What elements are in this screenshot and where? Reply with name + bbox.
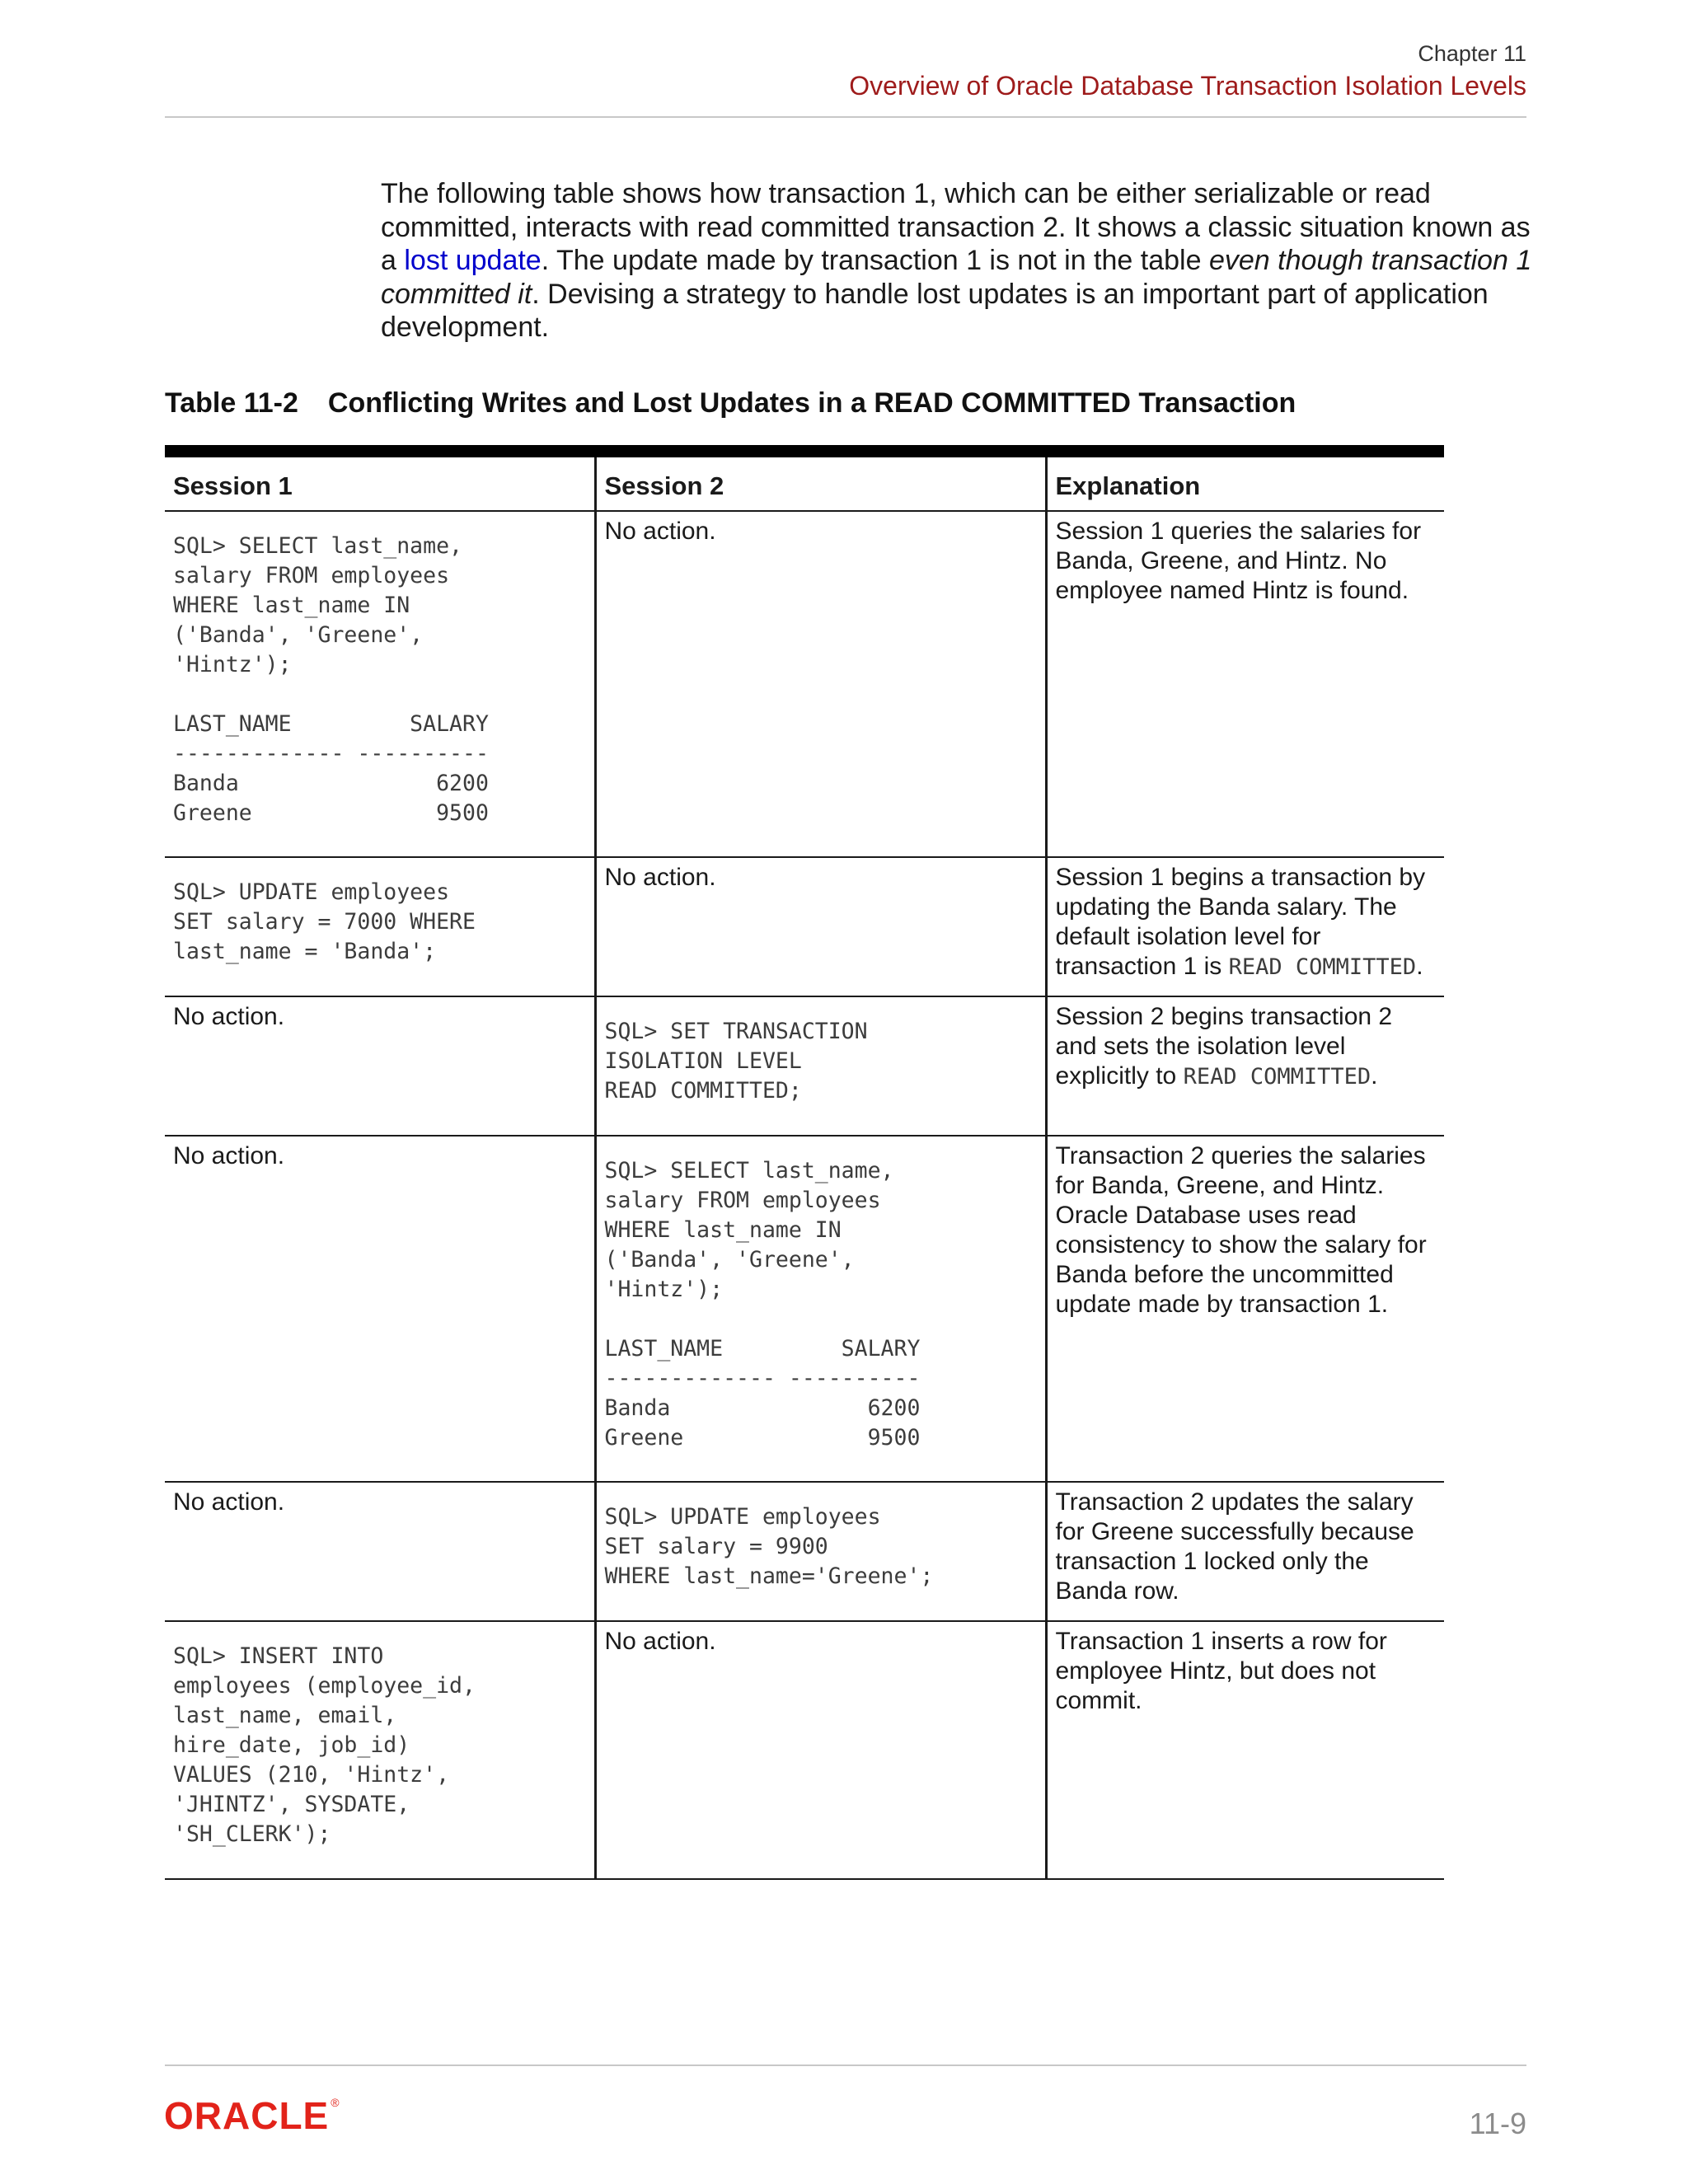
intro-paragraph bbox=[381, 177, 1535, 344]
session-1-cell bbox=[165, 1621, 595, 1879]
session-2-cell: No action. bbox=[595, 857, 1046, 996]
table-row bbox=[165, 1136, 1444, 1482]
table-caption-number: Table 11-2 bbox=[165, 387, 298, 419]
sql-code: SQL> UPDATE employees SET salary = 9900 WHERE last_name='Greene'; bbox=[604, 1504, 934, 1589]
explanation-cell: Transaction 2 updates the salary for Greene successfully because transaction 1 locked only the Banda row. bbox=[1046, 1482, 1444, 1621]
explanation-text: Session 2 begins transaction 2 and sets the isolation level explicitly to bbox=[1055, 1003, 1393, 1090]
session-2-cell bbox=[595, 1482, 1046, 1621]
table-row bbox=[165, 857, 1444, 996]
sql-code: SQL> SELECT last_name, salary FROM employees WHERE last_name IN ('Banda', 'Greene', 'Hintz'); LAST_NAME SALARY ------------- ---------- Banda 6200 Greene 9500 bbox=[604, 1158, 921, 1451]
isolation-level-code: READ COMMITTED bbox=[1228, 954, 1417, 980]
table-top-bar bbox=[165, 445, 1444, 457]
intro-text-3: . Devising a strategy to handle lost updates is an important part of application development. bbox=[381, 278, 1489, 343]
explanation-cell: Transaction 2 queries the salaries for Banda, Greene, and Hintz. Oracle Database uses read consistency to show the salary for Banda before the uncommitted update made by transaction 1. bbox=[1046, 1136, 1444, 1482]
lost-update-table bbox=[165, 457, 1444, 1880]
session-2-cell: No action. bbox=[595, 511, 1046, 857]
explanation-cell bbox=[1046, 857, 1444, 996]
table-caption-title: Conflicting Writes and Lost Updates in a READ COMMITTED Transaction bbox=[327, 387, 1296, 419]
sql-code: SQL> UPDATE employees SET salary = 7000 WHERE last_name = 'Banda'; bbox=[173, 879, 476, 964]
sql-code: SQL> INSERT INTO employees (employee_id, last_name, email, hire_date, job_id) VALUES (210, 'Hintz', 'JHINTZ', SYSDATE, 'SH_CLERK'); bbox=[173, 1643, 476, 1847]
header-session-1: Session 1 bbox=[165, 457, 595, 511]
lost-update-link[interactable]: lost update bbox=[404, 245, 542, 276]
intro-text-2: . The update made by transaction 1 is not in the table bbox=[541, 245, 1209, 276]
session-2-cell bbox=[595, 996, 1046, 1136]
table-row bbox=[165, 996, 1444, 1136]
page-number: 11-9 bbox=[1469, 2107, 1526, 2140]
intro-text-1: The following table shows how transaction 1, which can be either serializable or read committed, interacts with read committed transaction 2. It shows a classic situation known as a bbox=[381, 178, 1531, 276]
explanation-end: . bbox=[1371, 1062, 1378, 1090]
header-divider bbox=[165, 116, 1526, 118]
explanation-cell: Session 1 queries the salaries for Banda, Greene, and Hintz. No employee named Hintz is found. bbox=[1046, 511, 1444, 857]
explanation-end: . bbox=[1416, 953, 1423, 980]
table-row bbox=[165, 1482, 1444, 1621]
header-explanation: Explanation bbox=[1046, 457, 1444, 511]
session-1-cell bbox=[165, 857, 595, 996]
session-1-cell: No action. bbox=[165, 1136, 595, 1482]
oracle-logo-text: ORACLE bbox=[164, 2094, 330, 2137]
session-2-cell: No action. bbox=[595, 1621, 1046, 1879]
session-1-cell bbox=[165, 511, 595, 857]
intro-emphasis: even though transaction 1 committed it bbox=[381, 245, 1532, 310]
explanation-cell bbox=[1046, 996, 1444, 1136]
header-session-2: Session 2 bbox=[595, 457, 1046, 511]
chapter-label: Chapter 11 bbox=[1418, 41, 1526, 66]
oracle-logo bbox=[164, 2094, 340, 2137]
session-1-cell: No action. bbox=[165, 1482, 595, 1621]
registered-mark: ® bbox=[331, 2096, 340, 2109]
section-title[interactable]: Overview of Oracle Database Transaction Isolation Levels bbox=[849, 71, 1526, 101]
footer-divider bbox=[165, 2064, 1526, 2066]
isolation-level-code: READ COMMITTED bbox=[1183, 1064, 1372, 1090]
table-caption bbox=[165, 387, 1296, 419]
explanation-cell: Transaction 1 inserts a row for employee Hintz, but does not commit. bbox=[1046, 1621, 1444, 1879]
sql-code: SQL> SET TRANSACTION ISOLATION LEVEL READ COMMITTED; bbox=[604, 1019, 868, 1104]
table-row bbox=[165, 1621, 1444, 1879]
table-row bbox=[165, 511, 1444, 857]
table-header-row bbox=[165, 457, 1444, 511]
sql-code: SQL> SELECT last_name, salary FROM employees WHERE last_name IN ('Banda', 'Greene', 'Hintz'); LAST_NAME SALARY ------------- ---------- Banda 6200 Greene 9500 bbox=[173, 533, 489, 826]
session-1-cell: No action. bbox=[165, 996, 595, 1136]
explanation-text: Session 1 begins a transaction by updating the Banda salary. The default isolation level for transaction 1 is bbox=[1055, 864, 1426, 980]
session-2-cell bbox=[595, 1136, 1046, 1482]
